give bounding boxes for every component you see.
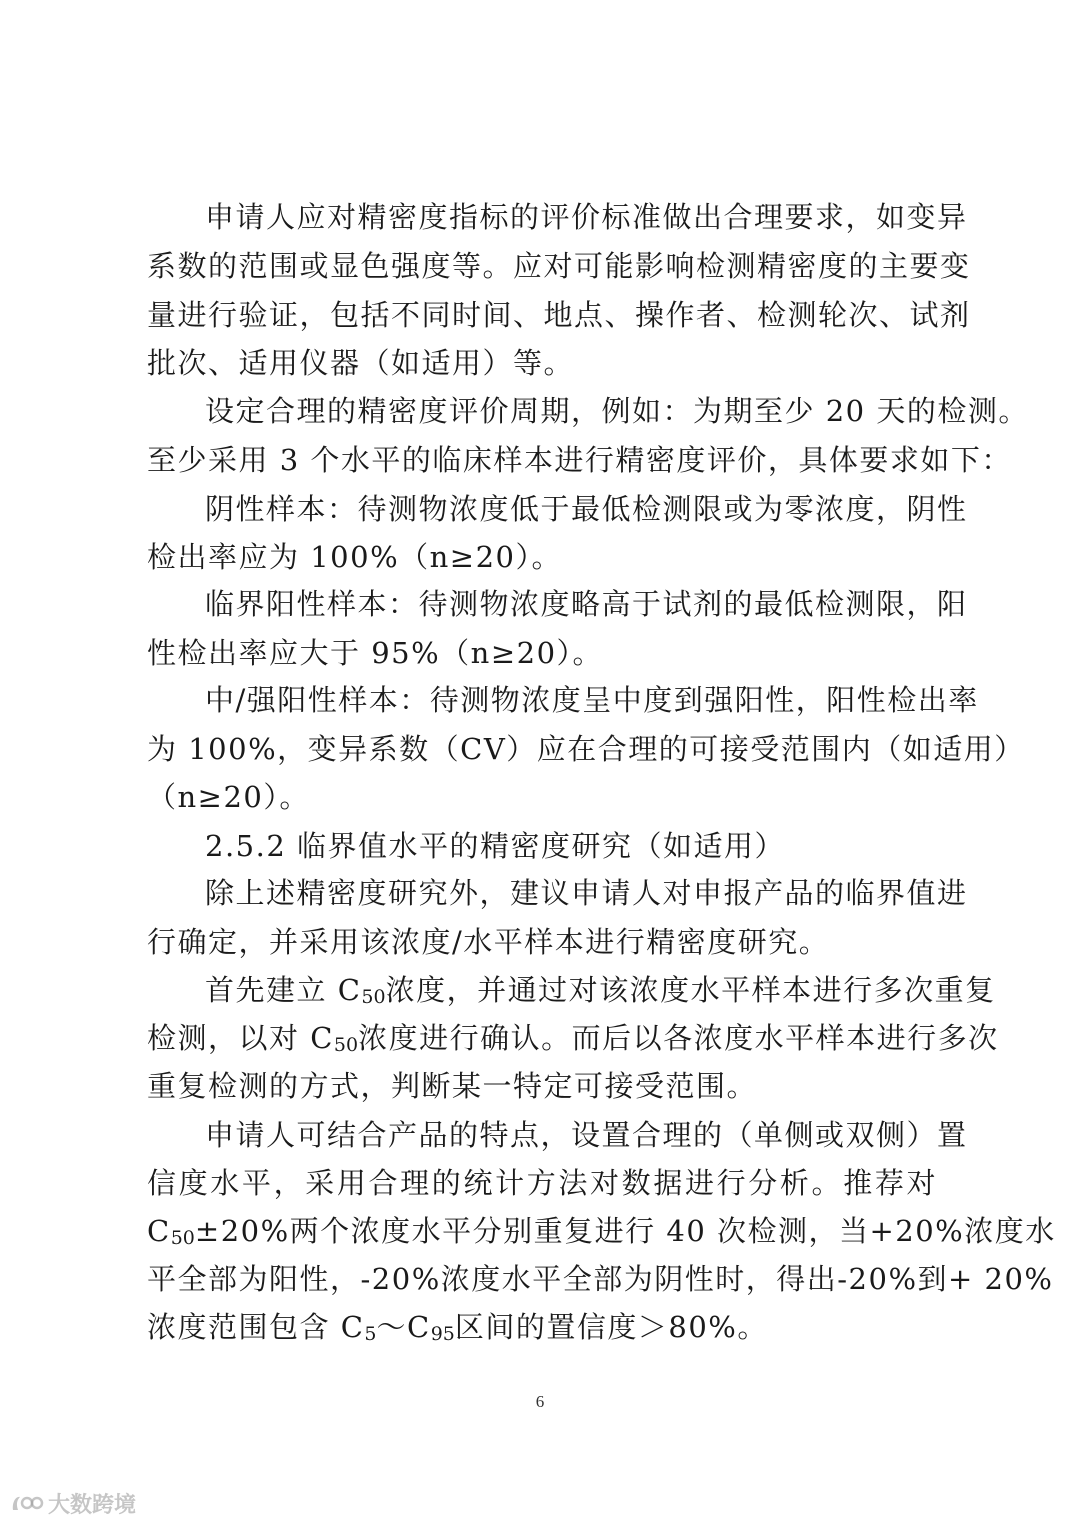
paragraph-line: 系数的范围或显色强度等。应对可能影响检测精密度的主要变 [147,249,971,283]
paragraph-line: 阴性样本：待测物浓度低于最低检测限或为零浓度，阴性 [205,492,968,526]
page-number: 6 [535,1392,545,1411]
paragraph-line: 检出率应为 100%（n≥20）。 [147,540,563,574]
paragraph-line: 设定合理的精密度评价周期，例如：为期至少 20 天的检测。 [205,394,1029,428]
paragraph-line: 平全部为阳性，-20%浓度水平全部为阴性时，得出-20%到+ 20% [147,1262,1054,1296]
text-run: ～C [376,1310,431,1344]
paragraph-line: 中/强阳性样本：待测物浓度呈中度到强阳性，阳性检出率 [205,683,979,717]
paragraph-line [147,1307,937,1347]
paragraph-line [205,970,996,1010]
subscript: 5 [364,1323,377,1345]
text-run: 浓度，并通过对该浓度水平样本进行多次重复 [385,973,996,1007]
subscript: 50 [170,1227,195,1249]
text-run: ±20%两个浓度水平分别重复进行 40 次检测，当+20%浓度水 [194,1214,1056,1248]
subscript: 95 [430,1323,455,1345]
paragraph-line: 信度水平，采用合理的统计方法对数据进行分析。推荐对 [147,1166,937,1200]
subscript: 50 [361,986,386,1008]
paragraph-line [147,1211,1056,1251]
text-run: 浓度进行确认。而后以各浓度水平样本进行多次 [358,1021,999,1055]
paragraph-line: 量进行验证，包括不同时间、地点、操作者、检测轮次、试剂 [147,298,971,332]
paragraph-line: 至少采用 3 个水平的临床样本进行精密度评价，具体要求如下： [147,443,1012,477]
paragraph-line: （n≥20）。 [147,780,310,814]
paragraph-line: 批次、适用仪器（如适用）等。 [147,346,575,380]
paragraph-line: 临界阳性样本：待测物浓度略高于试剂的最低检测限，阳 [205,587,968,621]
watermark [10,1488,136,1518]
paragraph-line: 为 100%，变异系数（CV）应在合理的可接受范围内（如适用） [147,732,1025,766]
subscript: 50 [333,1034,359,1056]
section-heading: 2.5.2 临界值水平的精密度研究（如适用） [205,829,786,863]
paragraph-line: 申请人应对精密度指标的评价标准做出合理要求，如变异 [205,200,968,234]
text-run: 浓度范围包含 C [147,1310,365,1344]
logo-icon [10,1492,44,1514]
paragraph-line [147,1018,999,1058]
paragraph-line: 申请人可结合产品的特点，设置合理的（单侧或双侧）置 [205,1118,968,1152]
watermark-text: 大数跨境 [48,1492,137,1518]
paragraph-line: 行确定，并采用该浓度/水平样本进行精密度研究。 [147,925,830,959]
text-run: C [147,1214,171,1248]
paragraph-line: 重复检测的方式，判断某一特定可接受范围。 [147,1069,758,1103]
text-run: 区间的置信度＞80%。 [454,1310,768,1344]
text-run: 检测，以对 C [147,1021,334,1055]
text-run: 首先建立 C [205,973,362,1007]
paragraph-line: 性检出率应大于 95%（n≥20）。 [147,636,604,670]
paragraph-line: 除上述精密度研究外，建议申请人对申报产品的临界值进 [205,876,968,910]
